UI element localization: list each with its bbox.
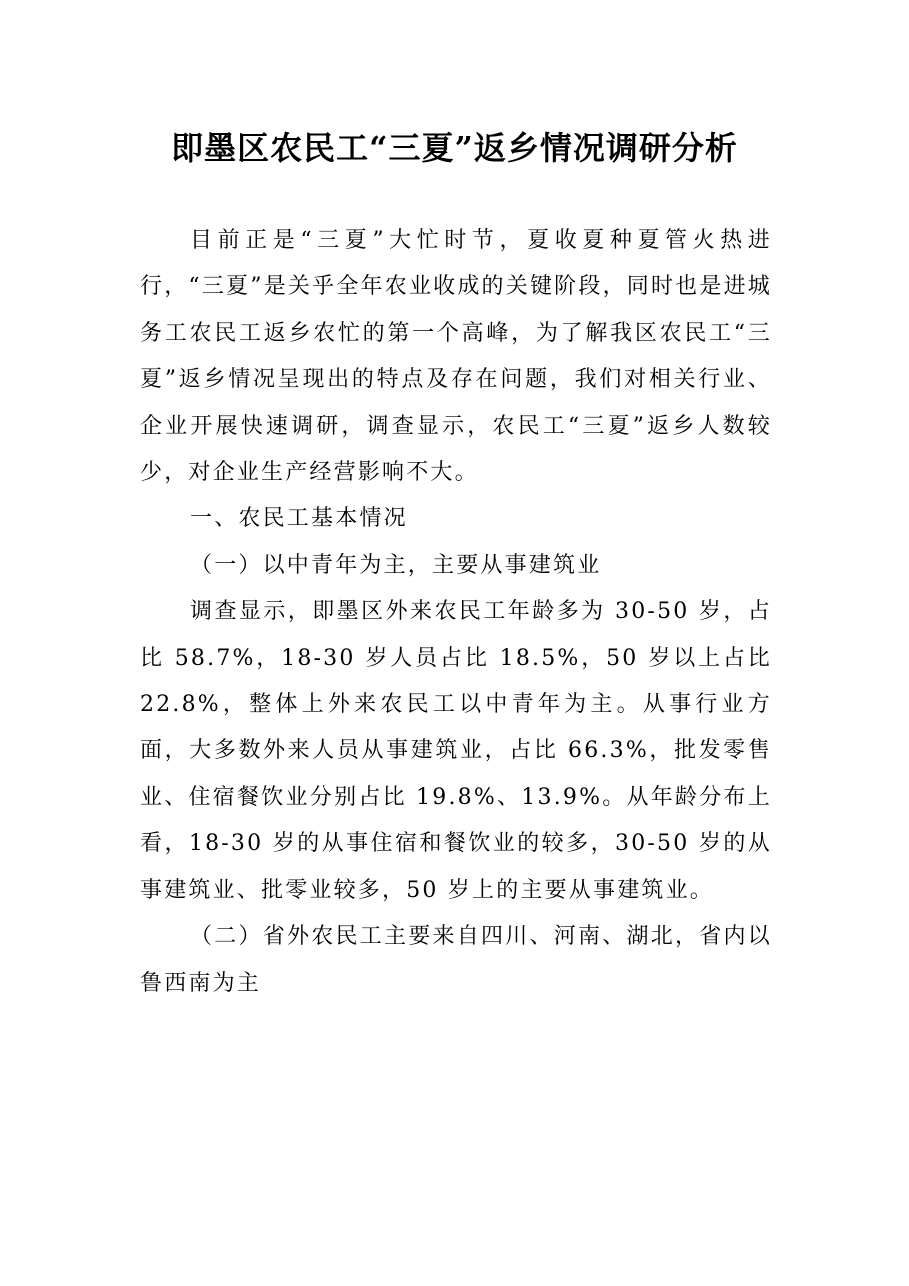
- document-body: [140, 218, 772, 1007]
- subsection-heading-1: （一）以中青年为主，主要从事建筑业: [190, 552, 602, 578]
- intro-paragraph: 目前正是“三夏”大忙时节，夏收夏种夏管火热进行，“三夏”是关乎全年农业收成的关键阶段，同时也是进城务工农民工返乡农忙的第一个高峰，为了解我区农民工“三夏”返乡情况呈现出的特点及存在问题，我们对相关行业、企业开展快速调研，调查显示，农民工“三夏”返乡人数较少，对企业生产经营影响不大。: [140, 228, 772, 486]
- section-heading-1: 一、农民工基本情况: [190, 506, 408, 532]
- subsection-heading-2: （二）省外农民工主要来自四川、河南、湖北，省内以鲁西南为主: [140, 924, 772, 996]
- document-title: 即墨区农民工“三夏”返乡情况调研分析: [171, 129, 738, 167]
- subsection-1-paragraph: 调查显示，即墨区外来农民工年龄多为 30-50 岁，占比 58.7%，18-30 岁人员占比 18.5%，50 岁以上占比 22.8%，整体上外来农民工以中青年为主。从事行业方面，大多数外来人员从事建筑业，占比 66.3%，批发零售业、住宿餐饮业分别占比 19.8%、13.9%。从年龄分布上看，18-30 岁的从事住宿和餐饮业的较多，30-50 岁的从事建筑业、批零业较多，50 岁上的主要从事建筑业。: [140, 599, 772, 903]
